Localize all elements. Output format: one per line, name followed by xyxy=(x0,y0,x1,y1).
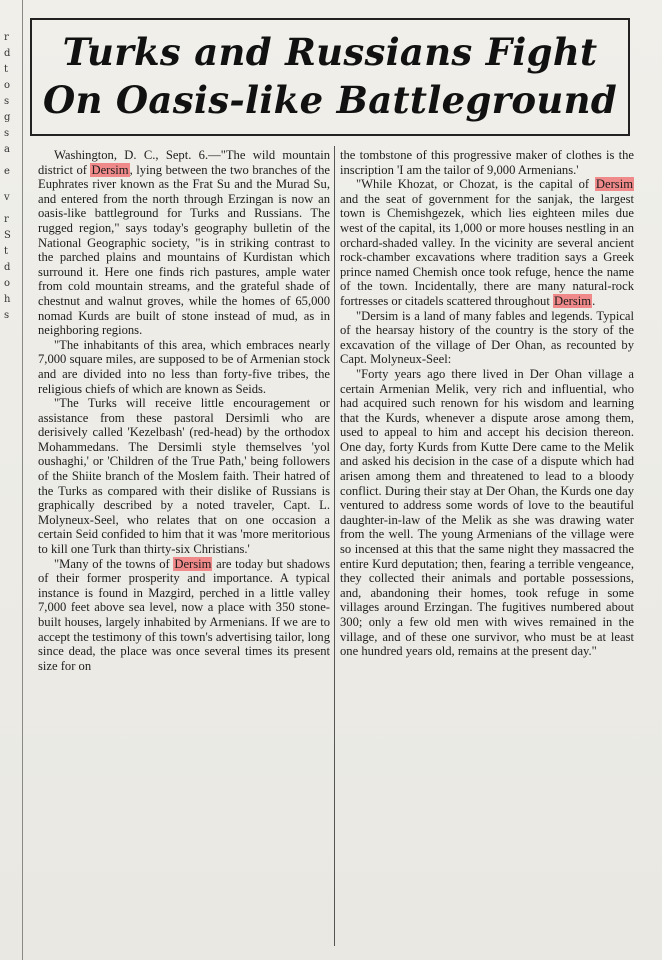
left-margin-strip xyxy=(0,0,23,960)
margin-letter: r xyxy=(4,214,9,225)
margin-letter: o xyxy=(4,278,11,289)
margin-letter: h xyxy=(4,294,11,305)
highlighted-term: Dersim xyxy=(553,293,592,308)
paragraph-text: , lying between the two branches of the Euphrates river known as the Frat Su and the Murad Su, and entered from the north through Erzingan is now an oasis-like battleground for Turks and Russians. The rugged region," says today's geography bulletin of the National Geographic society, "is in striking contrast to the parched plains and mountains of Kurdistan which surround it. Here one finds rich pastures, ample water from cold mountain streams, and the grateful shade of chestnut and walnut groves, while the homes of 65,000 nomad Kurds are built of stone instead of mud, as in neighboring regions. xyxy=(38,162,330,338)
column-divider xyxy=(334,146,335,946)
margin-letter: g xyxy=(4,112,11,123)
paragraph xyxy=(38,557,330,674)
paragraph-text: "The Turks will receive little encouragement or assistance from these pastoral Dersimli who are derisively called 'Kezelbash' (red-head) by the orthodox Mohammedans. The Dersimli style themselves 'yol oushaghi,' or 'Children of the True Path,' being followers of the Shiite branch of the Moslem faith. Their hatred of the Turks as compared with their dislike of Russians is graphically described by a noted traveler, Capt. L. Molyneux-Seel, who relates that on one occasion a certain Seid confided to him that it was 'more meritorious to kill one Turk than thirty-six Christians.' xyxy=(38,396,330,557)
highlighted-term: Dersim xyxy=(174,556,212,571)
paragraph-text: and the seat of government for the sanjak, the largest town is Chemishgezek, which lies eighteen miles due west of the capital, its 1,000 or more houses nestling in an orchard-shaded valley. In the vicinity are several ancient rock-chamber excavations where tradition says a Greek prince named Chemish once took refuge, hence the name of the town. Incidentally, there are many natural-rock fortresses or citadels scattered throughout xyxy=(340,191,634,308)
paragraph-text: "Dersim is a land of many fables and legends. Typical of the hearsay history of the country is the story of the excavation of the village of Der Ohan, as recounted by Capt. Molyneux-Seel: xyxy=(340,308,634,367)
paragraph-text: "Forty years ago there lived in Der Ohan village a certain Armenian Melik, very rich and influential, who had acquired such renown for his wisdom and learning that the Kurds, whenever a dispute arose among them, used to appeal to him and accept his decision thereon. One day, forty Kurds from Kutte Dere came to the Melik and asked his decision in the case of a dispute which had arisen among them and threatened to lead to a bloody conflict. During their stay at Der Ohan, the Kurds one day ventured to address some words of love to the beautiful daughter-in-law of the Melik as she was drawing water from the well. The young Armenians of the village were so incensed at this that the same night they massacred the entire Kurd deputation; then, fearing a terrible vengeance, they collected their animals and portable possessions, and, abandoning their homes, took refuge in some villages around Erzingan. The fugitives numbered about 300; only a few old men with wives remained in the village, and of these one survivor, who must be at least one hundred years old, remains at the present day." xyxy=(340,366,634,659)
margin-letter: e xyxy=(4,166,10,177)
highlighted-term: Dersim xyxy=(91,162,129,177)
paragraph xyxy=(340,148,634,177)
margin-letter: t xyxy=(4,246,9,257)
margin-letter: o xyxy=(4,80,11,91)
margin-letter: r xyxy=(4,32,9,43)
paragraph-text: the tombstone of this progressive maker of clothes is the inscription 'I am the tailor of 9,000 Armenians.' xyxy=(340,148,634,177)
paragraph xyxy=(340,309,634,367)
headline-line-1: Turks and Russians Fight xyxy=(62,30,598,74)
margin-letter: s xyxy=(4,128,10,139)
headline-line-2: On Oasis-like Battleground xyxy=(42,78,617,122)
paragraph-text: "Many of the towns of xyxy=(54,556,174,571)
paragraph xyxy=(38,338,330,396)
margin-letter: S xyxy=(4,230,11,241)
margin-letter: t xyxy=(4,64,9,75)
paragraph-text: are today but shadows of their former prosperity and importance. A typical instance is found in Mazgird, perched in a little valley 7,000 feet above sea level, now a place with 350 stone-built houses, largely inhabited by Armenians. If we are to accept the testimony of this town's advertising tailor, long since dead, the place was once several times its present size for on xyxy=(38,556,330,673)
article-column-left xyxy=(38,148,330,673)
margin-letter: d xyxy=(4,48,11,59)
paragraph xyxy=(38,148,330,338)
paragraph xyxy=(38,396,330,557)
article-column-right xyxy=(340,148,634,659)
margin-letter: s xyxy=(4,96,10,107)
paragraph-text: "The inhabitants of this area, which embraces nearly 7,000 square miles, are supposed to be of Armenian stock and are divided into no less than forty-five tribes, the religious chiefs of which are known as Seids. xyxy=(38,337,330,396)
paragraph-text: . xyxy=(592,293,596,308)
highlighted-term: Dersim xyxy=(595,177,633,192)
margin-letter: s xyxy=(4,310,10,321)
margin-letter: a xyxy=(4,144,10,155)
paragraph xyxy=(340,367,634,659)
margin-letter: d xyxy=(4,262,11,273)
headline-box xyxy=(30,18,630,136)
paragraph xyxy=(340,177,634,308)
paragraph-text: "While Khozat, or Chozat, is the capital of xyxy=(356,177,595,192)
margin-letter: v xyxy=(4,192,10,203)
paragraph-text: Washington, D. C., Sept. 6.—"The wild mountain district of xyxy=(38,148,330,177)
